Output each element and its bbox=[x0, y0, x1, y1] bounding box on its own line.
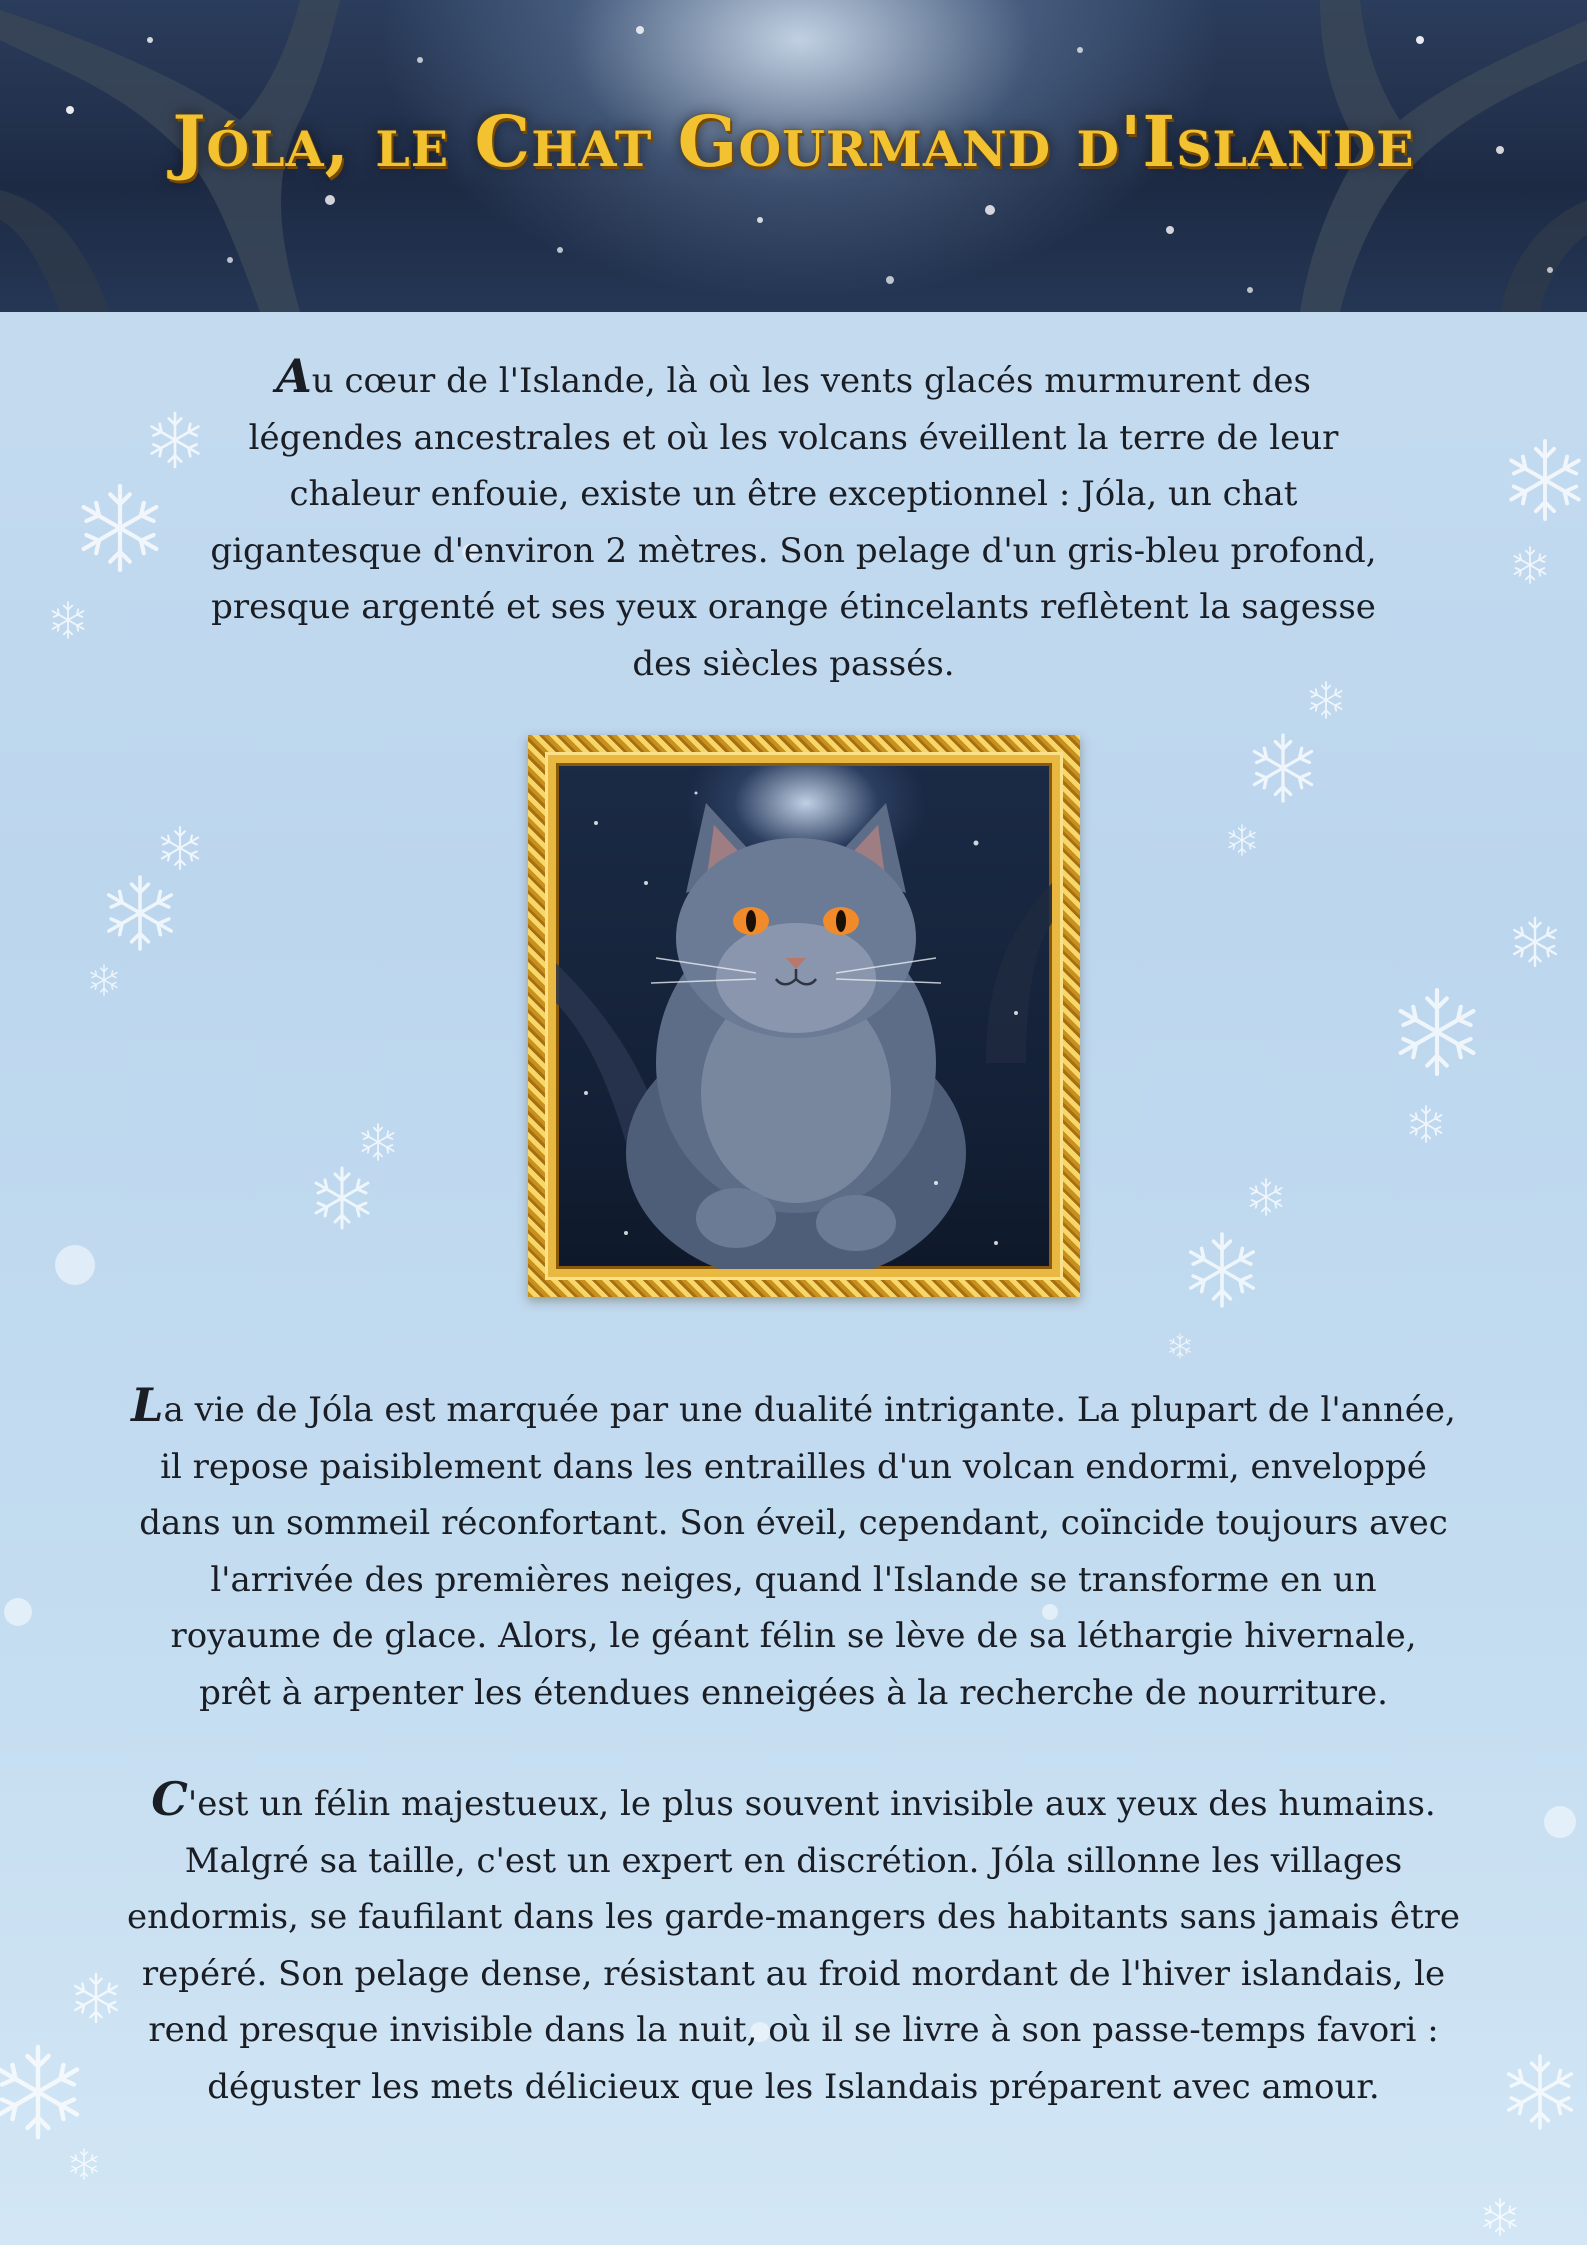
snowflake-icon bbox=[1254, 735, 1311, 801]
snowflake-icon bbox=[1514, 918, 1556, 966]
snowflake-icon bbox=[152, 413, 199, 467]
snowflake-icon bbox=[316, 1168, 368, 1228]
header-banner bbox=[0, 0, 1587, 312]
drop-cap: A bbox=[276, 349, 312, 403]
snowflake-icon bbox=[84, 486, 157, 570]
cat-portrait bbox=[548, 755, 1060, 1277]
paragraph-text: 'est un félin majestueux, le plus souvent invisible aux yeux des humains. Malgré sa taille, c'est un expert en discrétion. Jóla sillonne les villages endormis, se faufilant dans les garde-mangers des habitants sans jamais être repéré. Son pelage dense, résistant au froid mordant de l'hiver islandais, le rend presque invisible dans la nuit, où il se livre à son passe-temps favori : déguster les mets délicieux que les Islandais préparent avec amour. bbox=[126, 1784, 1461, 2107]
snowflake-icon bbox=[75, 1974, 117, 2022]
intro-paragraph bbox=[200, 348, 1387, 692]
snowflake-icon bbox=[0, 2047, 77, 2137]
snowflake-icon bbox=[1514, 547, 1545, 583]
snowflake-icon bbox=[1250, 1179, 1281, 1215]
snowflake-icon bbox=[1401, 990, 1474, 1074]
drop-cap: C bbox=[151, 1772, 188, 1826]
drop-cap: L bbox=[131, 1378, 164, 1432]
snowflake-icon bbox=[91, 965, 117, 995]
snowflake-icon bbox=[71, 2149, 97, 2179]
snowflake-icon bbox=[1191, 1234, 1253, 1306]
snowflake-icon bbox=[1511, 441, 1579, 519]
snowflake-icon bbox=[1170, 1334, 1191, 1358]
paragraph-text: u cœur de l'Islande, là où les vents glacés murmurent des légendes ancestrales et où les volcans éveillent la terre de leur chaleur enfouie, existe un être exceptionnel : Jóla, un chat gigantesque d'environ 2 mètres. Son pelage d'un gris-bleu profond, presque argenté et ses yeux orange étincelants reflètent la sagesse des siècles passés. bbox=[210, 361, 1377, 684]
snowflake-icon bbox=[1509, 2056, 1571, 2128]
story-paragraph-2 bbox=[120, 1771, 1467, 2115]
snowflake-icon bbox=[52, 602, 83, 638]
page-title: Jóla, le Chat Gourmand d'Islande bbox=[172, 100, 1415, 183]
story-paragraph-1 bbox=[130, 1377, 1457, 1721]
snowflake-icon bbox=[109, 877, 171, 949]
paragraph-text: a vie de Jóla est marquée par une dualité intrigante. La plupart de l'année, il repose paisiblement dans les entrailles d'un volcan endormi, enveloppé dans un sommeil réconfortant. Son éveil, cependant, coïncide toujours avec l'arrivée des premières neiges, quand l'Islande se transforme en un royaume de glace. Alors, le géant félin se lève de sa léthargie hivernale, prêt à arpenter les étendues enneigées à la recherche de nourriture. bbox=[139, 1390, 1456, 1713]
snowflake-icon bbox=[162, 827, 198, 869]
snowflake-icon bbox=[1229, 825, 1255, 855]
cat-portrait-frame bbox=[528, 735, 1080, 1297]
snowflake-icon bbox=[1410, 1106, 1441, 1142]
snowflake-icon bbox=[362, 1124, 393, 1160]
cat-illustration bbox=[556, 763, 1052, 1269]
snowflake-icon bbox=[1484, 2199, 1515, 2235]
